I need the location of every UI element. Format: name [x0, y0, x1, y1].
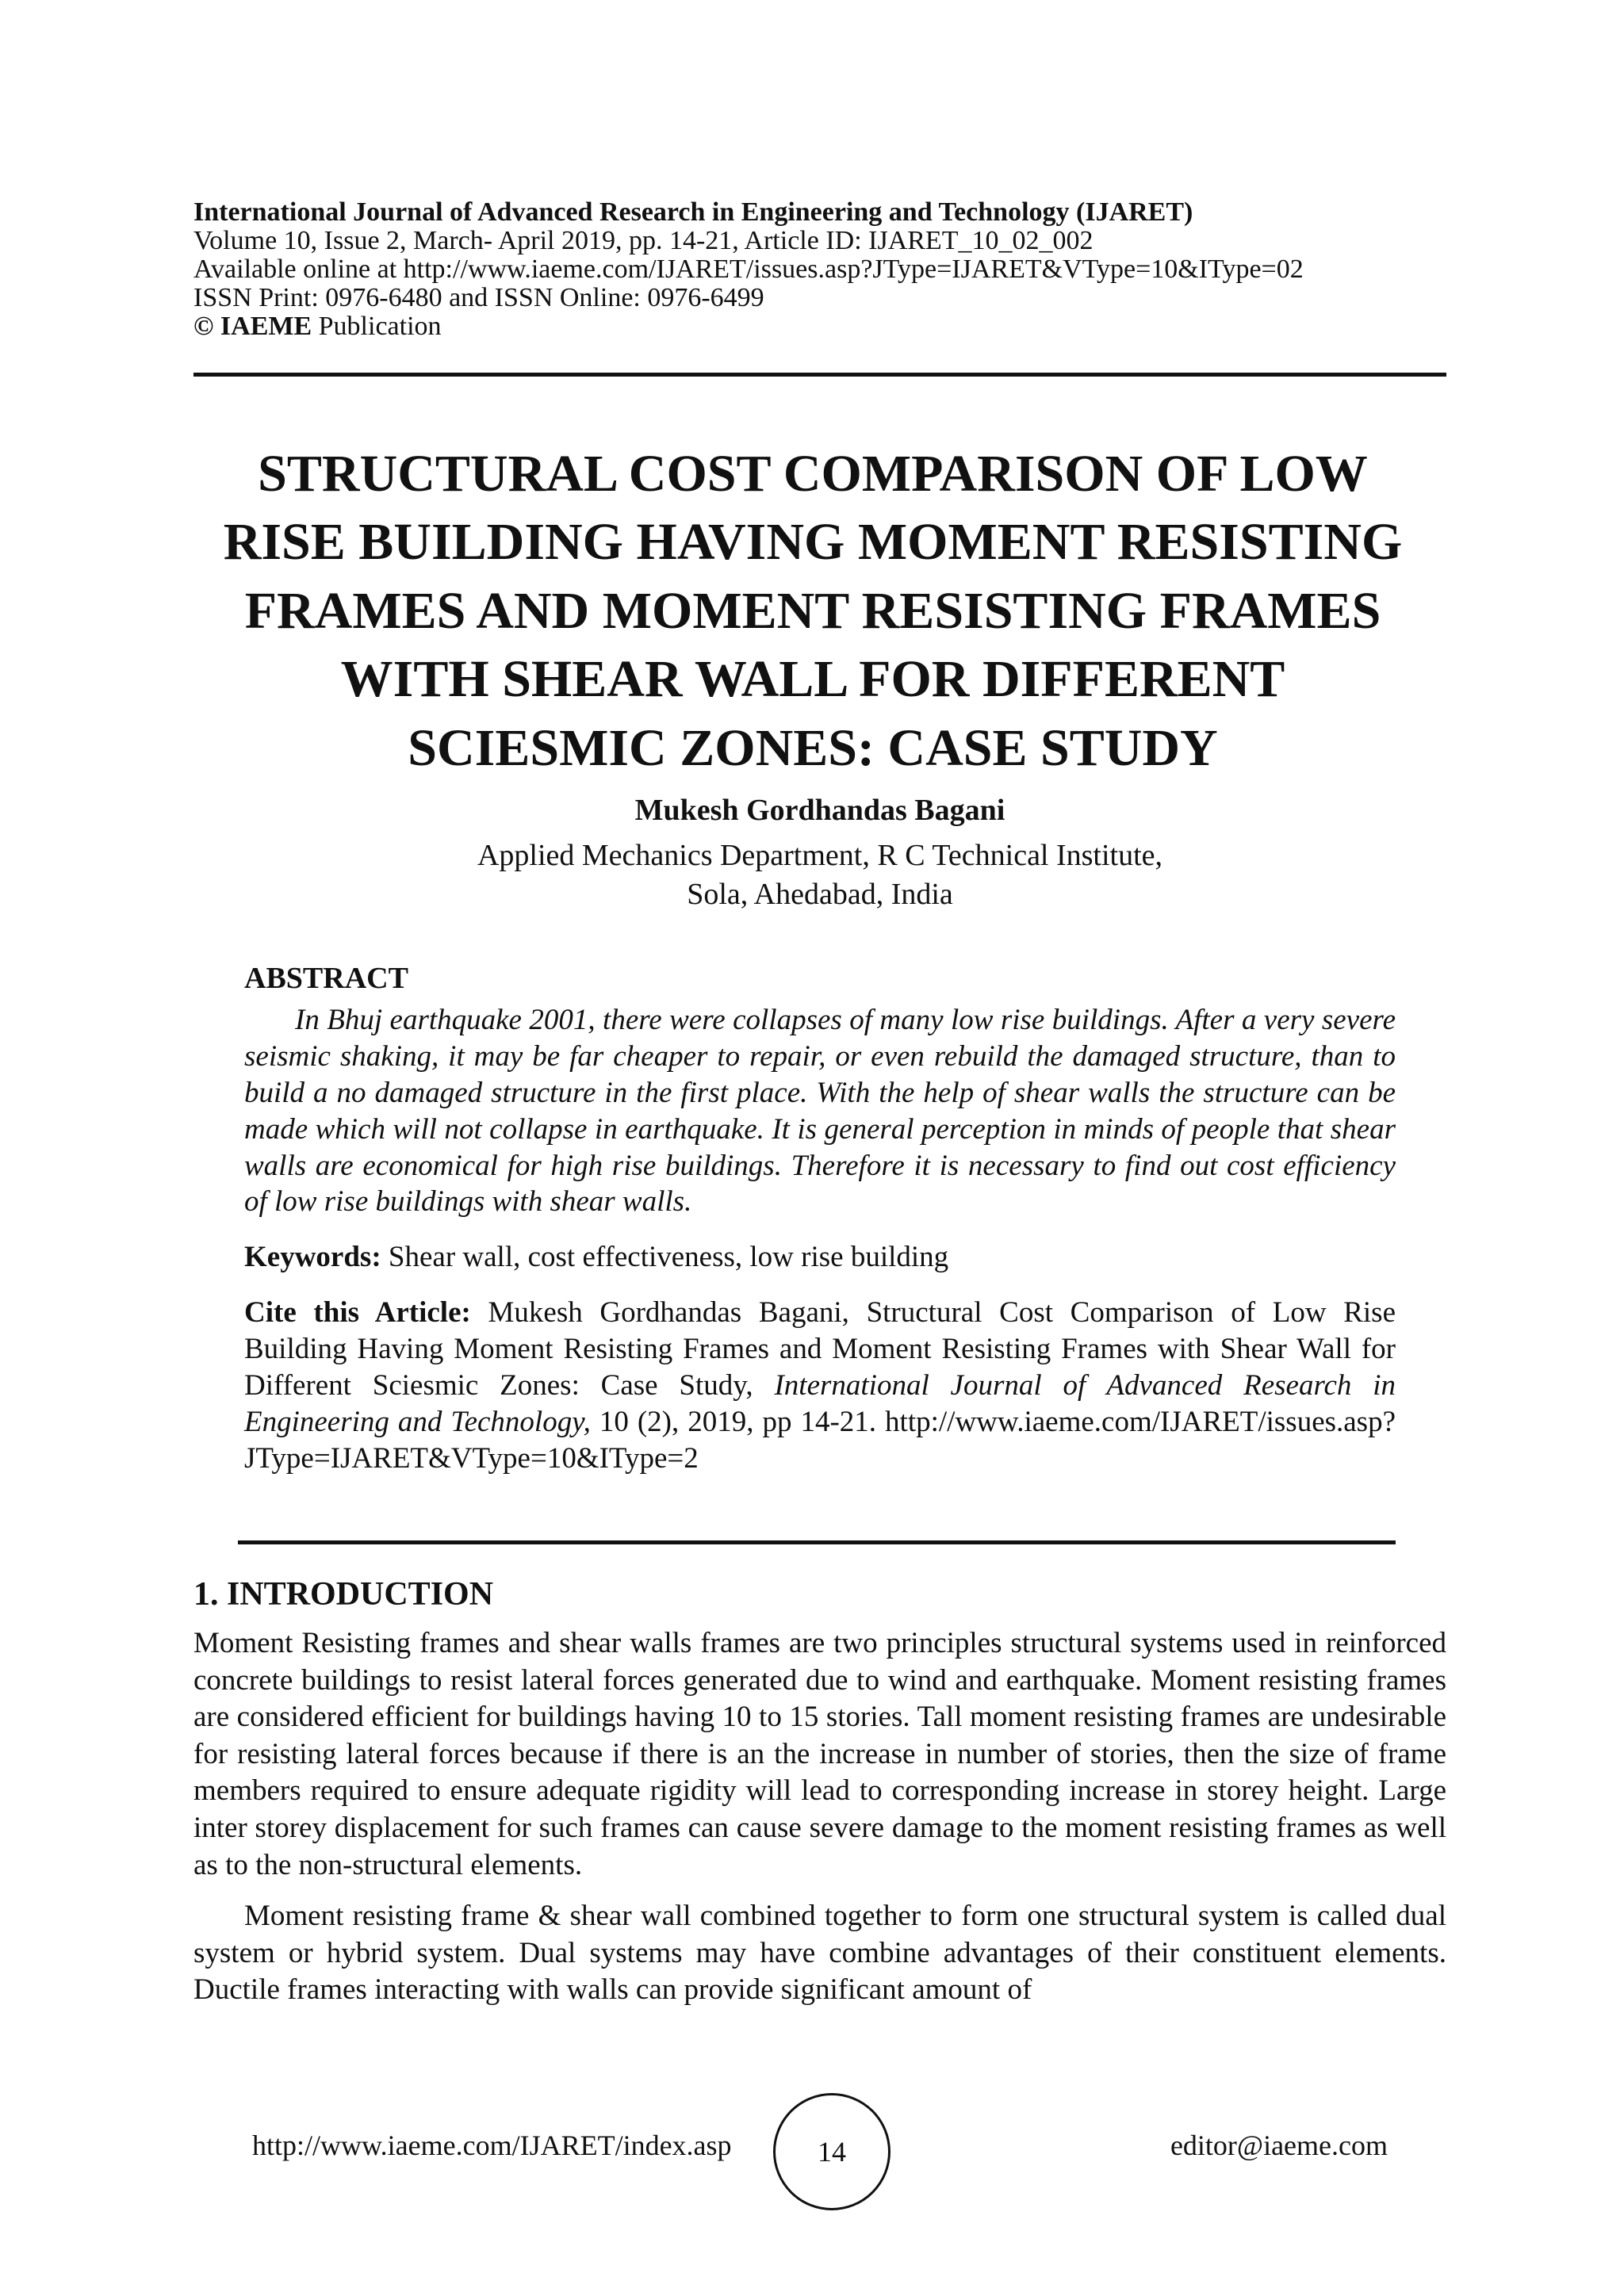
title-line: WITH SHEAR WALL FOR DIFFERENT: [340, 650, 1285, 709]
affiliation-line: Sola, Ahedabad, India: [687, 877, 953, 911]
cite-url[interactable]: http://www.iaeme.com/IJARET/issues.asp?JType=IJARET&VType=10&IType=2: [244, 1405, 1396, 1475]
header-divider: [193, 373, 1446, 377]
title-line: FRAMES AND MOMENT RESISTING FRAMES: [244, 581, 1381, 640]
abstract-heading: ABSTRACT: [244, 962, 408, 995]
cite-label: Cite this Article:: [244, 1296, 471, 1330]
journal-name: International Journal of Advanced Research in Engineering and Technology (IJARET): [193, 197, 1193, 227]
publisher-name: IAEME: [220, 312, 312, 342]
abstract-divider: [238, 1540, 1396, 1544]
abstract-section: [244, 961, 1396, 1477]
paper-title: [159, 440, 1467, 783]
section-heading: 1. INTRODUCTION: [193, 1576, 494, 1613]
introduction-body: [193, 1625, 1446, 2023]
volume-info: Volume 10, Issue 2, March- April 2019, pp. 14-21, Article ID: IJARET_10_02_002: [193, 226, 1094, 256]
availability-info: Available online at http://www.iaeme.com/IJARET/issues.asp?JType=IJARET&VType=10&IType=02: [193, 254, 1304, 285]
keywords-label: Keywords:: [244, 1241, 381, 1274]
paragraph: Moment resisting frame & shear wall combined together to form one structural system is called dual system or hybrid system. Dual systems may have combine advantages of their constituent elements. Ductile frames interacting with walls can provide significant amount of: [193, 1900, 1446, 2007]
author-name: Mukesh Gordhandas Bagani: [634, 794, 1005, 827]
copyright-symbol: ©: [193, 312, 214, 342]
paragraph: Moment Resisting frames and shear walls frames are two principles structural systems used in reinforced concrete buildings to resist lateral forces generated due to wind and earthquake. Moment resisting frames are considered efficient for buildings having 10 to 15 stories. Tall moment resisting frames are undesirable for resisting lateral forces because if there is an the increase in number of stories, then the size of frame members required to ensure adequate rigidity will lead to corresponding increase in storey height. Large inter storey displacement for such frames can cause severe damage to the moment resisting frames as well as to the non-structural elements.: [193, 1627, 1446, 1881]
issn-info: ISSN Print: 0976-6480 and ISSN Online: 0976-6499: [193, 283, 764, 313]
footer-email[interactable]: editor@iaeme.com: [1170, 2130, 1388, 2161]
keywords-text: Shear wall, cost effectiveness, low rise building: [388, 1241, 949, 1274]
publisher-line: [193, 312, 1446, 341]
abstract-text: In Bhuj earthquake 2001, there were collapses of many low rise buildings. After a very severe seismic shaking, it may be far cheaper to repair, or even rebuild the damaged structure, than to build a no damaged structure in the first place. With the help of shear walls the structure can be made which will not collapse in earthquake. It is general perception in minds of people that shear walls are economical for high rise buildings. Therefore it is necessary to find out cost efficiency of low rise buildings with shear walls.: [244, 1004, 1396, 1219]
cite-volume: 10 (2), 2019, pp 14-21.: [599, 1405, 877, 1438]
title-line: RISE BUILDING HAVING MOMENT RESISTING: [223, 513, 1403, 572]
page-number: 14: [773, 2093, 891, 2210]
affiliation-line: Applied Mechanics Department, R C Technical Institute,: [477, 839, 1163, 872]
journal-header: [193, 198, 1446, 341]
title-line: SCIESMIC ZONES: CASE STUDY: [408, 718, 1218, 777]
cite-journal: International Journal of Advanced Research in Engineering and Technology,: [244, 1368, 1396, 1438]
author-affiliation: [193, 836, 1446, 913]
cite-text: Mukesh Gordhandas Bagani, Structural Cost Comparison of Low Rise Building Having Moment Resisting Frames and Moment Resisting Frames with Shear Wall for Different Sciesmic Zones: Case Study,: [244, 1296, 1396, 1402]
footer-url[interactable]: http://www.iaeme.com/IJARET/index.asp: [252, 2130, 732, 2161]
publication-label: Publication: [318, 312, 442, 342]
title-line: STRUCTURAL COST COMPARISON OF LOW: [258, 445, 1368, 503]
citation: [244, 1295, 1396, 1476]
keywords: [244, 1239, 1396, 1276]
